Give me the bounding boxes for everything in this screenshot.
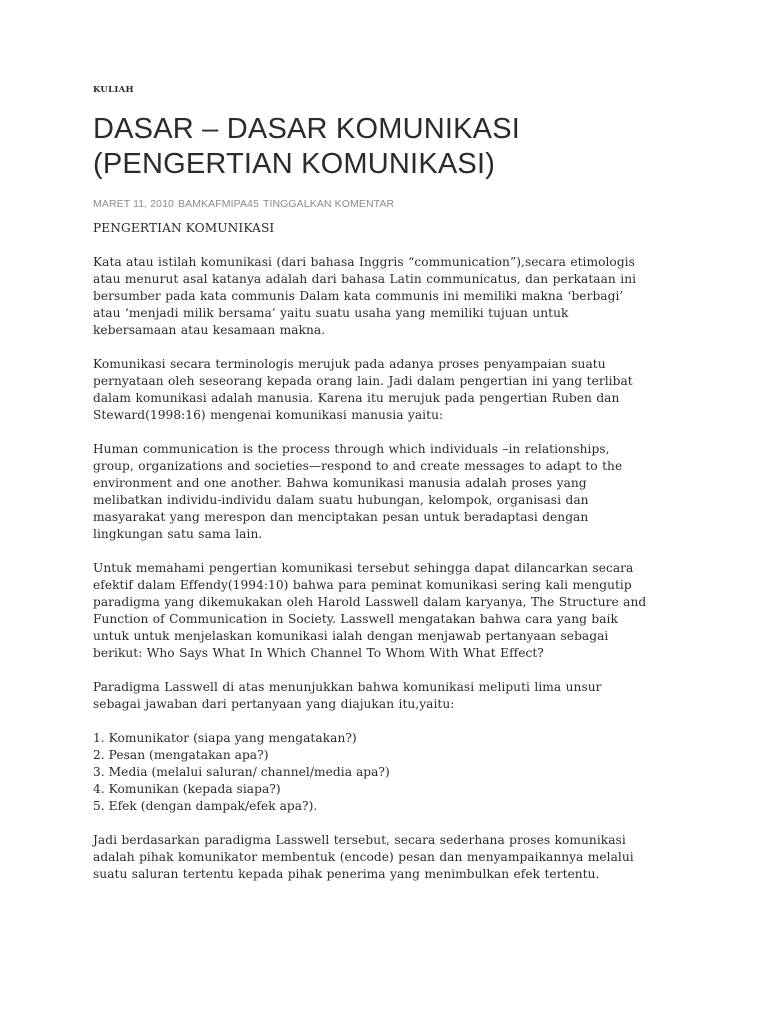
paragraph-line: bersumber pada kata communis Dalam kata communis ini memiliki makna ‘berbagi’ xyxy=(93,289,624,303)
post-date[interactable]: MARET 11, 2010 xyxy=(93,198,174,210)
section-heading: PENGERTIAN KOMUNIKASI xyxy=(93,221,275,235)
list-item: 3. Media (melalui saluran/ channel/media apa?) xyxy=(93,765,390,779)
paragraph-line: Kata atau istilah komunikasi (dari bahasa Inggris “communication”),secara etimologis xyxy=(93,255,635,269)
paragraph-line: Paradigma Lasswell di atas menunjukkan bahwa komunikasi meliputi lima unsur xyxy=(93,680,602,694)
lasswell-elements-list xyxy=(93,730,678,815)
paragraph-line: atau ‘menjadi milik bersama’ yaitu suatu usaha yang memiliki tujuan untuk xyxy=(93,306,569,320)
paragraph-line: adalah pihak komunikator membentuk (encode) pesan dan menyampaikannya melalui xyxy=(93,850,634,864)
post-author[interactable]: BAMKAFMIPA45 xyxy=(177,198,259,210)
paragraph-2 xyxy=(93,356,678,424)
paragraph-line: untuk untuk menjelaskan komunikasi ialah dengan menjawab pertanyaan sebagai xyxy=(93,629,609,643)
paragraph-line: masyarakat yang merespon dan menciptakan pesan untuk beradaptasi dengan xyxy=(93,510,589,524)
paragraph-line: Human communication is the process through which individuals –in relationships, xyxy=(93,442,610,456)
paragraph-line: Untuk memahami pengertian komunikasi tersebut sehingga dapat dilancarkan secara xyxy=(93,561,634,575)
paragraph-closing xyxy=(93,832,678,883)
paragraph-line: Jadi berdasarkan paradigma Lasswell tersebut, secara sederhana proses komunikasi xyxy=(93,833,626,847)
paragraph-line: group, organizations and societies—respond to and create messages to adapt to the xyxy=(93,459,623,473)
post-meta xyxy=(93,197,678,211)
paragraph-line: sebagai jawaban dari pertanyaan yang diajukan itu,yaitu: xyxy=(93,697,455,711)
paragraph-line: pernyataan oleh seseorang kepada orang lain. Jadi dalam pengertian ini yang terlibat xyxy=(93,374,633,388)
paragraph-line: paradigma yang dikemukakan oleh Harold Lasswell dalam karyanya, The Structure and xyxy=(93,595,647,609)
paragraph-line: Komunikasi secara terminologis merujuk pada adanya proses penyampaian suatu xyxy=(93,357,606,371)
list-item: 4. Komunikan (kepada siapa?) xyxy=(93,782,281,796)
paragraph-4 xyxy=(93,560,678,662)
leave-comment-link[interactable]: TINGGALKAN KOMENTAR xyxy=(262,198,395,210)
paragraph-line: Function of Communication in Society. Lasswell mengatakan bahwa cara yang baik xyxy=(93,612,618,626)
article-title xyxy=(93,112,678,182)
article xyxy=(93,84,678,883)
paragraph-line: lingkungan satu sama lain. xyxy=(93,527,263,541)
category-label[interactable]: KULIAH xyxy=(93,85,134,95)
paragraph-5 xyxy=(93,679,678,713)
list-item: 2. Pesan (mengatakan apa?) xyxy=(93,748,269,762)
paragraph-line: atau menurut asal katanya adalah dari bahasa Latin communicatus, dan perkataan ini xyxy=(93,272,637,286)
paragraph-line: suatu saluran tertentu kepada pihak penerima yang menimbulkan efek tertentu. xyxy=(93,867,600,881)
paragraph-line: melibatkan individu-individu dalam suatu hubungan, kelompok, organisasi dan xyxy=(93,493,589,507)
paragraph-line: berikut: Who Says What In Which Channel To Whom With What Effect? xyxy=(93,646,544,660)
list-item: 5. Efek (dengan dampak/efek apa?). xyxy=(93,799,318,813)
paragraph-line: dalam komunikasi adalah manusia. Karena itu merujuk pada pengertian Ruben dan xyxy=(93,391,620,405)
title-line-1: DASAR – DASAR KOMUNIKASI xyxy=(93,113,521,145)
paragraph-line: Steward(1998:16) mengenai komunikasi manusia yaitu: xyxy=(93,408,444,422)
paragraph-3 xyxy=(93,441,678,543)
list-item: 1. Komunikator (siapa yang mengatakan?) xyxy=(93,731,357,745)
paragraph-1 xyxy=(93,254,678,339)
paragraph-line: kebersamaan atau kesamaan makna. xyxy=(93,323,326,337)
article-body xyxy=(93,254,678,883)
paragraph-line: efektif dalam Effendy(1994:10) bahwa para peminat komunikasi sering kali mengutip xyxy=(93,578,632,592)
paragraph-line: environment and one another. Bahwa komunikasi manusia adalah proses yang xyxy=(93,476,587,490)
title-line-2: (PENGERTIAN KOMUNIKASI) xyxy=(93,148,496,180)
